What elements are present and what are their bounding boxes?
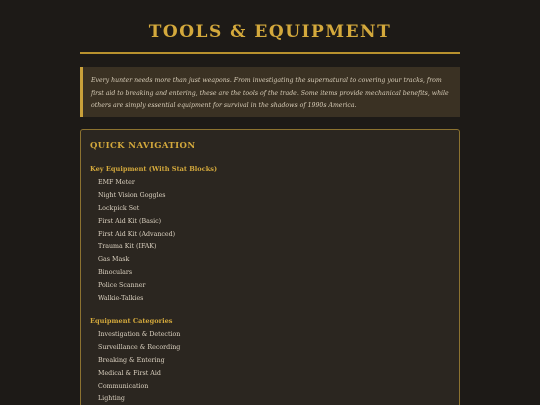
nav-link-lockpick-set[interactable]: Lockpick Set xyxy=(98,204,140,212)
equipment-categories-list xyxy=(98,329,180,405)
nav-link-breaking-entering[interactable]: Breaking & Entering xyxy=(98,356,165,364)
nav-link-walkie-talkies[interactable]: Walkie-Talkies xyxy=(98,295,144,303)
key-equipment-heading: Key Equipment (With Stat Blocks) xyxy=(90,165,218,173)
nav-link-medical-first-aid[interactable]: Medical & First Aid xyxy=(98,369,161,377)
title-divider xyxy=(80,52,460,54)
nav-link-surveillance-recording[interactable]: Surveillance & Recording xyxy=(98,343,181,351)
nav-link-investigation-detection[interactable]: Investigation & Detection xyxy=(98,331,181,338)
nav-link-trauma-kit[interactable]: Trauma Kit (IFAK) xyxy=(98,243,157,251)
equipment-categories-heading: Equipment Categories xyxy=(90,317,173,325)
quick-navigation-heading: QUICK NAVIGATION xyxy=(90,141,196,151)
nav-link-lighting[interactable]: Lighting xyxy=(98,395,125,403)
nav-link-binoculars[interactable]: Binoculars xyxy=(98,269,133,277)
intro-callout xyxy=(80,67,460,117)
nav-link-police-scanner[interactable]: Police Scanner xyxy=(98,282,146,290)
nav-link-night-vision-goggles[interactable]: Night Vision Goggles xyxy=(98,191,166,199)
nav-link-gas-mask[interactable]: Gas Mask xyxy=(98,256,130,264)
nav-link-communication[interactable]: Communication xyxy=(98,382,149,390)
nav-link-first-aid-kit-basic[interactable]: First Aid Kit (Basic) xyxy=(98,217,162,225)
quick-navigation-panel xyxy=(80,129,460,405)
intro-text: Every hunter needs more than just weapons. From investigating the supernatural to covering your tracks, from first aid to breaking and entering, these are the tools of the trade. Some items provide mechanical benefits, while others are simply essential equipment for survival in the shadows of 1990s America. xyxy=(91,77,449,110)
nav-link-emf-meter[interactable]: EMF Meter xyxy=(98,179,135,186)
nav-link-first-aid-kit-advanced[interactable]: First Aid Kit (Advanced) xyxy=(98,230,176,238)
key-equipment-list xyxy=(98,177,175,306)
page-title: TOOLS & EQUIPMENT xyxy=(148,22,392,42)
